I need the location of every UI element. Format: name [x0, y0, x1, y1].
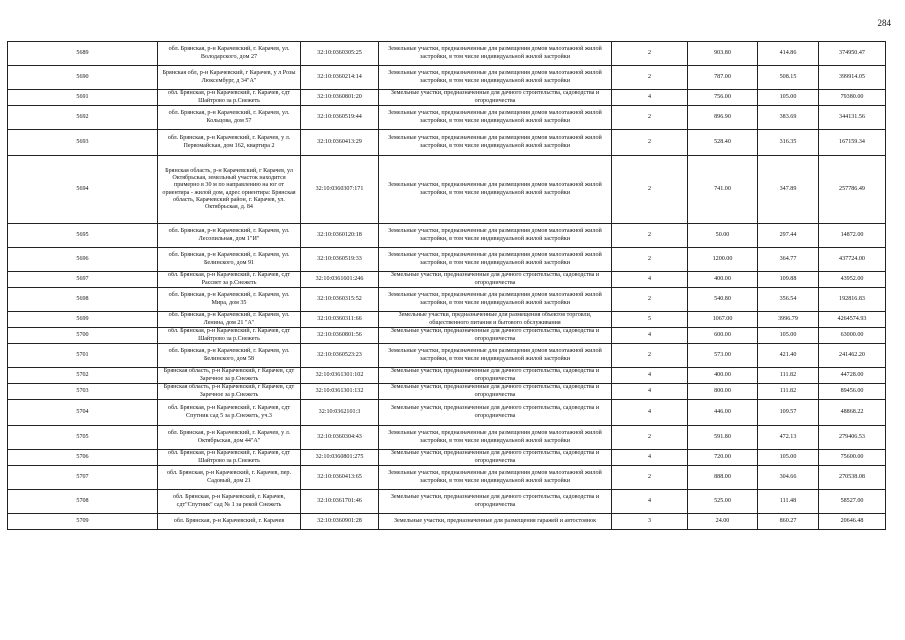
cadastral-number-cell: 32:10:0360523:23 [301, 344, 379, 368]
table-row [8, 328, 886, 344]
row-number-cell: 5706 [8, 450, 158, 466]
table-row [8, 224, 886, 248]
land-use-cell: Земельные участки, предназначенные для дачного строительства, садоводства и огородничества [379, 368, 612, 384]
table-row [8, 426, 886, 450]
cadastral-number-cell: 32:10:0361701:46 [301, 490, 379, 514]
cadastral-value-cell: 63000.00 [819, 328, 886, 344]
row-number-cell: 5695 [8, 224, 158, 248]
row-number-cell: 5698 [8, 288, 158, 312]
cadastral-number-cell: 32:10:0360801:20 [301, 90, 379, 106]
cadastral-number-cell: 32:10:0360413:29 [301, 130, 379, 156]
land-use-cell: Земельные участки, предназначенные для размещения домов малоэтажной жилой застройки, в том числе индивидуальной жилой застройки [379, 426, 612, 450]
area-cell: 540.80 [688, 288, 758, 312]
address-cell: обл. Брянская, р-н Карачевский, г. Карачев, ул. Кольцова, дом 57 [158, 106, 301, 130]
address-cell: обл. Брянская, р-н Карачевский, г. Карачев, у л. Октябрьская, дом 44"А" [158, 426, 301, 450]
category-cell: 2 [612, 106, 688, 130]
land-use-cell: Земельные участки, предназначенные для размещения домов малоэтажной жилой застройки, в том числе индивидуальной жилой застройки [379, 466, 612, 490]
address-cell: обл. Брянская, р-н Карачевский, г. Карачев, ул. Мира, дом 35 [158, 288, 301, 312]
land-use-cell: Земельные участки, предназначенные для размещения домов малоэтажной жилой застройки, в том числе индивидуальной жилой застройки [379, 288, 612, 312]
category-cell: 2 [612, 466, 688, 490]
row-number-cell: 5696 [8, 248, 158, 272]
area-cell: 400.00 [688, 368, 758, 384]
cadastral-number-cell: 32:10:0361601:246 [301, 272, 379, 288]
table-row [8, 368, 886, 384]
address-cell: обл. Брянская, р-н Карачевский, г. Карачев, сдт Спутник сад 5 за р.Снежеть, уч.3 [158, 400, 301, 426]
land-use-cell: Земельные участки, предназначенные для дачного строительства, садоводства и огородничества [379, 328, 612, 344]
category-cell: 4 [612, 90, 688, 106]
land-use-cell: Земельные участки, предназначенные для дачного строительства, садоводства и огородничества [379, 450, 612, 466]
cadastral-number-cell: 32:10:0360315:52 [301, 288, 379, 312]
cadastral-number-cell: 32:10:0360801:275 [301, 450, 379, 466]
land-use-cell: Земельные участки, предназначенные для размещения объектов торговли, общественного питания и бытового обслуживания [379, 312, 612, 328]
row-number-cell: 5692 [8, 106, 158, 130]
table-row [8, 106, 886, 130]
area-cell: 50.00 [688, 224, 758, 248]
specific-value-cell: 421.40 [758, 344, 819, 368]
category-cell: 2 [612, 42, 688, 66]
specific-value-cell: 304.66 [758, 466, 819, 490]
table-row [8, 156, 886, 224]
row-number-cell: 5690 [8, 66, 158, 90]
category-cell: 2 [612, 344, 688, 368]
area-cell: 24.00 [688, 514, 758, 530]
cadastral-value-cell: 374950.47 [819, 42, 886, 66]
specific-value-cell: 472.13 [758, 426, 819, 450]
cadastral-value-cell: 4264574.93 [819, 312, 886, 328]
table-row [8, 272, 886, 288]
row-number-cell: 5708 [8, 490, 158, 514]
table-row [8, 312, 886, 328]
specific-value-cell: 105.00 [758, 90, 819, 106]
cadastral-value-cell: 279406.53 [819, 426, 886, 450]
cadastral-number-cell: 32:10:0361301:102 [301, 368, 379, 384]
table-row [8, 466, 886, 490]
table-row [8, 66, 886, 90]
address-cell: Брянская область, р-н Карачевский, г Карачев, ул Октябрьская, земельный участок находится примерно в 30 м по направлению на юг от ориентира - жилой дом, адрес ориентира: Брянская область, Карачевский район, г. Карачев, ул. Октябрьская, д. 84 [158, 156, 301, 224]
specific-value-cell: 111.82 [758, 368, 819, 384]
cadastral-number-cell: 32:10:0360519:44 [301, 106, 379, 130]
row-number-cell: 5693 [8, 130, 158, 156]
cadastral-number-cell: 32:10:0360519:33 [301, 248, 379, 272]
area-cell: 591.80 [688, 426, 758, 450]
area-cell: 1200.00 [688, 248, 758, 272]
address-cell: обл. Брянская, р-н Карачевский, г. Карачев, у л. Первомайская, дом 162, квартира 2 [158, 130, 301, 156]
category-cell: 5 [612, 312, 688, 328]
address-cell: обл. Брянская, р-н Карачевский, г. Карачев, пер. Садовый, дом 21 [158, 466, 301, 490]
row-number-cell: 5709 [8, 514, 158, 530]
cadastral-number-cell: 32:10:0360214:14 [301, 66, 379, 90]
cadastral-number-cell: 32:10:0360901:28 [301, 514, 379, 530]
cadastral-number-cell: 32:10:0361301:132 [301, 384, 379, 400]
row-number-cell: 5701 [8, 344, 158, 368]
category-cell: 2 [612, 288, 688, 312]
specific-value-cell: 347.89 [758, 156, 819, 224]
area-cell: 787.00 [688, 66, 758, 90]
land-use-cell: Земельные участки, предназначенные для размещения домов малоэтажной жилой застройки, в том числе индивидуальной жилой застройки [379, 156, 612, 224]
specific-value-cell: 111.82 [758, 384, 819, 400]
table-row [8, 490, 886, 514]
cadastral-value-cell: 48868.22 [819, 400, 886, 426]
category-cell: 2 [612, 426, 688, 450]
address-cell: Брянская область, р-н Карачевский, г Карачев, сдт Заречное за р.Снежеть [158, 384, 301, 400]
address-cell: обл. Брянская, р-н Карачевский, г. Карачев, сдт Шайтрово за р.Снежеть [158, 450, 301, 466]
address-cell: обл. Брянская, р-н Карачевский, г. Карачев, ул. Лесопильная, дом 1"И" [158, 224, 301, 248]
cadastral-number-cell: 32:10:0360311:66 [301, 312, 379, 328]
specific-value-cell: 3996.79 [758, 312, 819, 328]
category-cell: 4 [612, 328, 688, 344]
row-number-cell: 5699 [8, 312, 158, 328]
table-row [8, 384, 886, 400]
specific-value-cell: 383.69 [758, 106, 819, 130]
specific-value-cell: 111.48 [758, 490, 819, 514]
address-cell: обл. Брянская, р-н Карачевский, г. Карачев, ул. Ленина, дом 21 "А" [158, 312, 301, 328]
row-number-cell: 5689 [8, 42, 158, 66]
category-cell: 2 [612, 248, 688, 272]
cadastral-value-cell: 43952.00 [819, 272, 886, 288]
category-cell: 2 [612, 130, 688, 156]
address-cell: Брянская обл, р-н Карачевский, г Карачев, у л Розы Люксембург, д 34"А" [158, 66, 301, 90]
area-cell: 741.00 [688, 156, 758, 224]
land-use-cell: Земельные участки, предназначенные для дачного строительства, садоводства и огородничества [379, 272, 612, 288]
land-use-cell: Земельные участки, предназначенные для дачного строительства, садоводства и огородничества [379, 384, 612, 400]
row-number-cell: 5691 [8, 90, 158, 106]
cadastral-value-cell: 44728.00 [819, 368, 886, 384]
area-cell: 888.00 [688, 466, 758, 490]
land-use-cell: Земельные участки, предназначенные для дачного строительства, садоводства и огородничества [379, 90, 612, 106]
land-use-cell: Земельные участки, предназначенные для размещения домов малоэтажной жилой застройки, в том числе индивидуальной жилой застройки [379, 106, 612, 130]
table-row [8, 248, 886, 272]
table-row [8, 42, 886, 66]
cadastral-value-cell: 257786.49 [819, 156, 886, 224]
land-use-cell: Земельные участки, предназначенные для размещения домов малоэтажной жилой застройки, в том числе индивидуальной жилой застройки [379, 42, 612, 66]
row-number-cell: 5700 [8, 328, 158, 344]
cadastral-number-cell: 32:10:0360307:171 [301, 156, 379, 224]
cadastral-value-cell: 437724.00 [819, 248, 886, 272]
address-cell: обл. Брянская, р-н Карачевский, г. Карачев, сдт"Спутник" сад № 1 за рекой Снежеть [158, 490, 301, 514]
area-cell: 400.00 [688, 272, 758, 288]
specific-value-cell: 109.88 [758, 272, 819, 288]
specific-value-cell: 109.57 [758, 400, 819, 426]
specific-value-cell: 860.27 [758, 514, 819, 530]
category-cell: 2 [612, 66, 688, 90]
table-body [8, 42, 886, 530]
cadastral-value-cell: 79380.00 [819, 90, 886, 106]
row-number-cell: 5702 [8, 368, 158, 384]
land-use-cell: Земельные участки, предназначенные для размещения домов малоэтажной жилой застройки, в том числе индивидуальной жилой застройки [379, 344, 612, 368]
area-cell: 896.90 [688, 106, 758, 130]
category-cell: 4 [612, 450, 688, 466]
specific-value-cell: 316.35 [758, 130, 819, 156]
area-cell: 525.00 [688, 490, 758, 514]
table-row [8, 90, 886, 106]
cadastral-number-cell: 32:10:0360801:56 [301, 328, 379, 344]
table-row [8, 450, 886, 466]
table-row [8, 288, 886, 312]
area-cell: 600.00 [688, 328, 758, 344]
cadastral-value-cell: 270538.08 [819, 466, 886, 490]
cadastral-value-cell: 399914.05 [819, 66, 886, 90]
cadastral-value-cell: 344131.56 [819, 106, 886, 130]
specific-value-cell: 297.44 [758, 224, 819, 248]
address-cell: обл. Брянская, р-н Карачевский, г. Карачев, сдт Рассвет за р.Снежеть [158, 272, 301, 288]
row-number-cell: 5703 [8, 384, 158, 400]
address-cell: обл. Брянская, р-н Карачевский, г. Карачев, ул. Белинского, дом 91 [158, 248, 301, 272]
specific-value-cell: 508.15 [758, 66, 819, 90]
table-row [8, 400, 886, 426]
cadastral-value-cell: 20646.48 [819, 514, 886, 530]
area-cell: 528.40 [688, 130, 758, 156]
address-cell: Брянская область, р-н Карачевский, г Карачев, сдт Заречное за р.Снежеть [158, 368, 301, 384]
category-cell: 4 [612, 368, 688, 384]
cadastral-value-cell: 167159.34 [819, 130, 886, 156]
area-cell: 720.00 [688, 450, 758, 466]
cadastral-value-cell: 241462.20 [819, 344, 886, 368]
specific-value-cell: 105.00 [758, 328, 819, 344]
table-row [8, 514, 886, 530]
cadastral-number-cell: 32:10:0360304:43 [301, 426, 379, 450]
specific-value-cell: 364.77 [758, 248, 819, 272]
land-use-cell: Земельные участки, предназначенные для дачного строительства, садоводства и огородничества [379, 400, 612, 426]
land-use-cell: Земельные участки, предназначенные для размещения домов малоэтажной жилой застройки, в том числе индивидуальной жилой застройки [379, 248, 612, 272]
table-row [8, 130, 886, 156]
category-cell: 4 [612, 400, 688, 426]
cadastral-number-cell: 32:10:0362101:3 [301, 400, 379, 426]
land-use-cell: Земельные участки, предназначенные для размещения гаражей и автостоянок [379, 514, 612, 530]
category-cell: 4 [612, 384, 688, 400]
row-number-cell: 5697 [8, 272, 158, 288]
cadastral-value-table [7, 41, 886, 530]
land-use-cell: Земельные участки, предназначенные для размещения домов малоэтажной жилой застройки, в том числе индивидуальной жилой застройки [379, 130, 612, 156]
land-use-cell: Земельные участки, предназначенные для дачного строительства, садоводства и огородничества [379, 490, 612, 514]
category-cell: 3 [612, 514, 688, 530]
address-cell: обл. Брянская, р-н Карачевский, г. Карачев, ул. Володарского, дом 27 [158, 42, 301, 66]
area-cell: 573.00 [688, 344, 758, 368]
area-cell: 800.00 [688, 384, 758, 400]
area-cell: 1067.00 [688, 312, 758, 328]
cadastral-number-cell: 32:10:0360413:65 [301, 466, 379, 490]
cadastral-value-cell: 58527.00 [819, 490, 886, 514]
address-cell: обл. Брянская, р-н Карачевский, г. Карачев [158, 514, 301, 530]
address-cell: обл. Брянская, р-н Карачевский, г. Карачев, сдт Шайтрово за р.Снежеть [158, 328, 301, 344]
area-cell: 446.00 [688, 400, 758, 426]
specific-value-cell: 105.00 [758, 450, 819, 466]
row-number-cell: 5704 [8, 400, 158, 426]
cadastral-number-cell: 32:10:0360120:18 [301, 224, 379, 248]
cadastral-number-cell: 32:10:0360305:25 [301, 42, 379, 66]
category-cell: 2 [612, 224, 688, 248]
specific-value-cell: 356.54 [758, 288, 819, 312]
cadastral-value-cell: 89456.00 [819, 384, 886, 400]
land-use-cell: Земельные участки, предназначенные для размещения домов малоэтажной жилой застройки, в том числе индивидуальной жилой застройки [379, 66, 612, 90]
address-cell: обл. Брянская, р-н Карачевский, г. Карачев, сдт Шайтрово за р.Снежеть [158, 90, 301, 106]
table-row [8, 344, 886, 368]
area-cell: 756.00 [688, 90, 758, 106]
category-cell: 4 [612, 490, 688, 514]
specific-value-cell: 414.86 [758, 42, 819, 66]
row-number-cell: 5705 [8, 426, 158, 450]
address-cell: обл. Брянская, р-н Карачевский, г. Карачев, ул. Белинского, дом 58 [158, 344, 301, 368]
row-number-cell: 5707 [8, 466, 158, 490]
cadastral-value-cell: 192816.83 [819, 288, 886, 312]
row-number-cell: 5694 [8, 156, 158, 224]
area-cell: 903.80 [688, 42, 758, 66]
category-cell: 2 [612, 156, 688, 224]
cadastral-value-cell: 75600.00 [819, 450, 886, 466]
land-use-cell: Земельные участки, предназначенные для размещения домов малоэтажной жилой застройки, в том числе индивидуальной жилой застройки [379, 224, 612, 248]
page-number: 284 [877, 18, 891, 28]
category-cell: 4 [612, 272, 688, 288]
cadastral-value-cell: 14872.00 [819, 224, 886, 248]
